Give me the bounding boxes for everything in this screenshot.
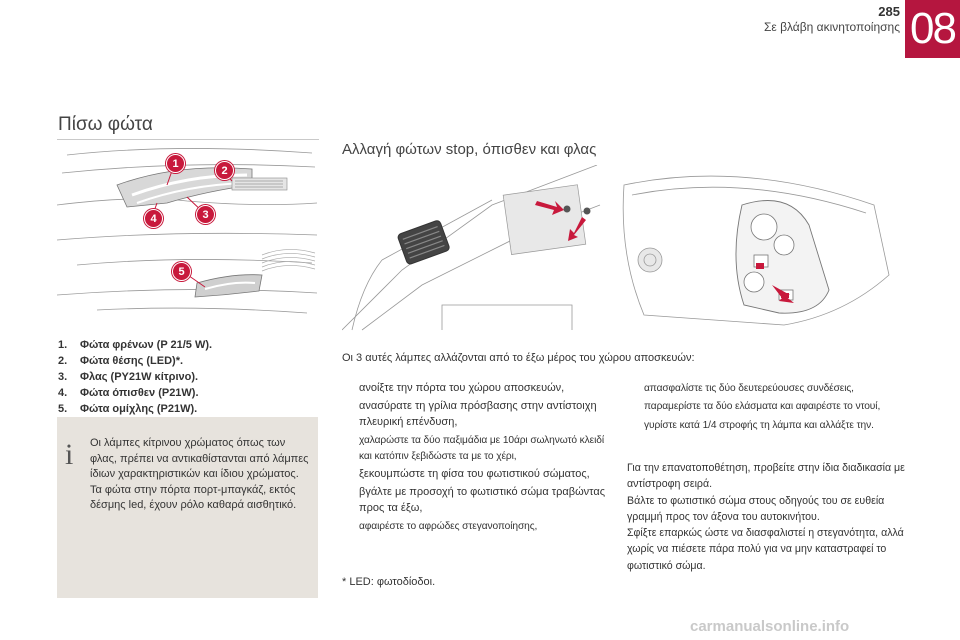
watermark: carmanualsonline.info bbox=[690, 618, 850, 635]
section-divider bbox=[57, 139, 319, 140]
info-paragraph: Οι λάμπες κίτρινου χρώματος όπως των φλας, πρέπει να αντικαθίστανται από λάμπες ίδιων χαρακτηριστικών και ίδιου χρώματος. bbox=[90, 437, 309, 480]
list-item: 2. Φώτα θέσης (LED)*. bbox=[58, 355, 184, 367]
list-item: αφαιρέστε το αφρώδες στεγανοποίησης, bbox=[359, 521, 538, 533]
callout-4 bbox=[144, 209, 163, 228]
callout-2 bbox=[215, 161, 234, 180]
section-title: Πίσω φώτα bbox=[58, 114, 153, 135]
list-item: απασφαλίστε τις δύο δευτερεύουσες συνδέσεις, bbox=[644, 383, 854, 394]
list-item: ανασύρατε τη γρίλια πρόσβασης στην αντίστοιχη πλευρική επένδυση, bbox=[359, 400, 597, 428]
list-item: ανοίξτε την πόρτα του χώρου αποσκευών, bbox=[359, 382, 565, 394]
lamp-unit-illustration bbox=[604, 165, 904, 335]
info-icon: i bbox=[65, 438, 74, 471]
callout-4-label: 4 bbox=[150, 212, 157, 225]
paragraph: Σφίξτε επαρκώς ώστε να διασφαλιστεί η στεγανότητα, αλλά χωρίς να πιέσετε πάρα πολύ για να μην καταστραφεί το φωτιστικό σώμα. bbox=[627, 527, 904, 572]
callout-1-label: 1 bbox=[172, 157, 179, 170]
chapter-number-badge: 08 bbox=[905, 0, 960, 58]
info-text bbox=[90, 436, 312, 514]
list-item: παραμερίστε τα δύο ελάσματα και αφαιρέστε το ντουί, bbox=[644, 401, 881, 413]
chapter-title: Σε βλάβη ακινητοποίησης bbox=[763, 20, 900, 34]
callout-5 bbox=[172, 262, 191, 281]
paragraph: Βάλτε το φωτιστικό σώμα στους οδηγούς του σε ευθεία γραμμή προς τον άξονα του αυτοκινήτου. bbox=[627, 494, 885, 523]
callout-2-label: 2 bbox=[221, 164, 228, 177]
list-item: 3. Φλας (PY21W κίτρινο). bbox=[58, 371, 199, 383]
subsection-title: Αλλαγή φώτων stop, όπισθεν και φλας bbox=[342, 141, 597, 158]
list-item: 4. Φώτα όπισθεν (P21W). bbox=[58, 387, 199, 399]
reassembly-text bbox=[627, 460, 907, 574]
steps-list-left bbox=[342, 381, 612, 538]
lamp-list bbox=[58, 337, 318, 417]
paragraph: Για την επανατοποθέτηση, προβείτε στην ίδια διαδικασία με αντίστροφη σειρά. bbox=[627, 462, 905, 491]
list-item: χαλαρώστε τα δύο παξιμάδια με 10άρι σωληνωτό κλειδί και κατόπιν ξεβιδώστε τα με το χέρι, bbox=[359, 435, 604, 462]
trunk-trim-illustration bbox=[342, 165, 604, 335]
callout-3-label: 3 bbox=[202, 208, 209, 221]
callout-1 bbox=[166, 154, 185, 173]
list-item: 1. Φώτα φρένων (P 21/5 W). bbox=[58, 339, 213, 351]
footnote: * LED: φωτοδίοδοι. bbox=[342, 576, 436, 588]
rear-lamps-illustration bbox=[57, 145, 319, 325]
page-number: 285 bbox=[878, 4, 900, 19]
intro-text: Οι 3 αυτές λάμπες αλλάζονται από το έξω μέρος του χώρου αποσκευών: bbox=[342, 352, 695, 364]
list-item: βγάλτε με προσοχή το φωτιστικό σώμα τραβώντας προς τα έξω, bbox=[359, 486, 606, 514]
list-item: ξεκουμπώστε τη φίσα του φωτιστικού σώματος, bbox=[359, 468, 590, 481]
list-item: γυρίστε κατά 1/4 στροφής τη λάμπα και αλλάξτε την. bbox=[644, 419, 874, 431]
list-item: 5. Φώτα ομίχλης (P21W). bbox=[58, 403, 198, 415]
info-paragraph: Τα φώτα στην πόρτα πορτ-μπαγκάζ, εκτός δέσμης led, έχουν ρόλο καθαρά αισθητικό. bbox=[90, 483, 297, 511]
callout-5-label: 5 bbox=[178, 265, 185, 278]
callout-3 bbox=[196, 205, 215, 224]
steps-list-right bbox=[627, 381, 897, 436]
